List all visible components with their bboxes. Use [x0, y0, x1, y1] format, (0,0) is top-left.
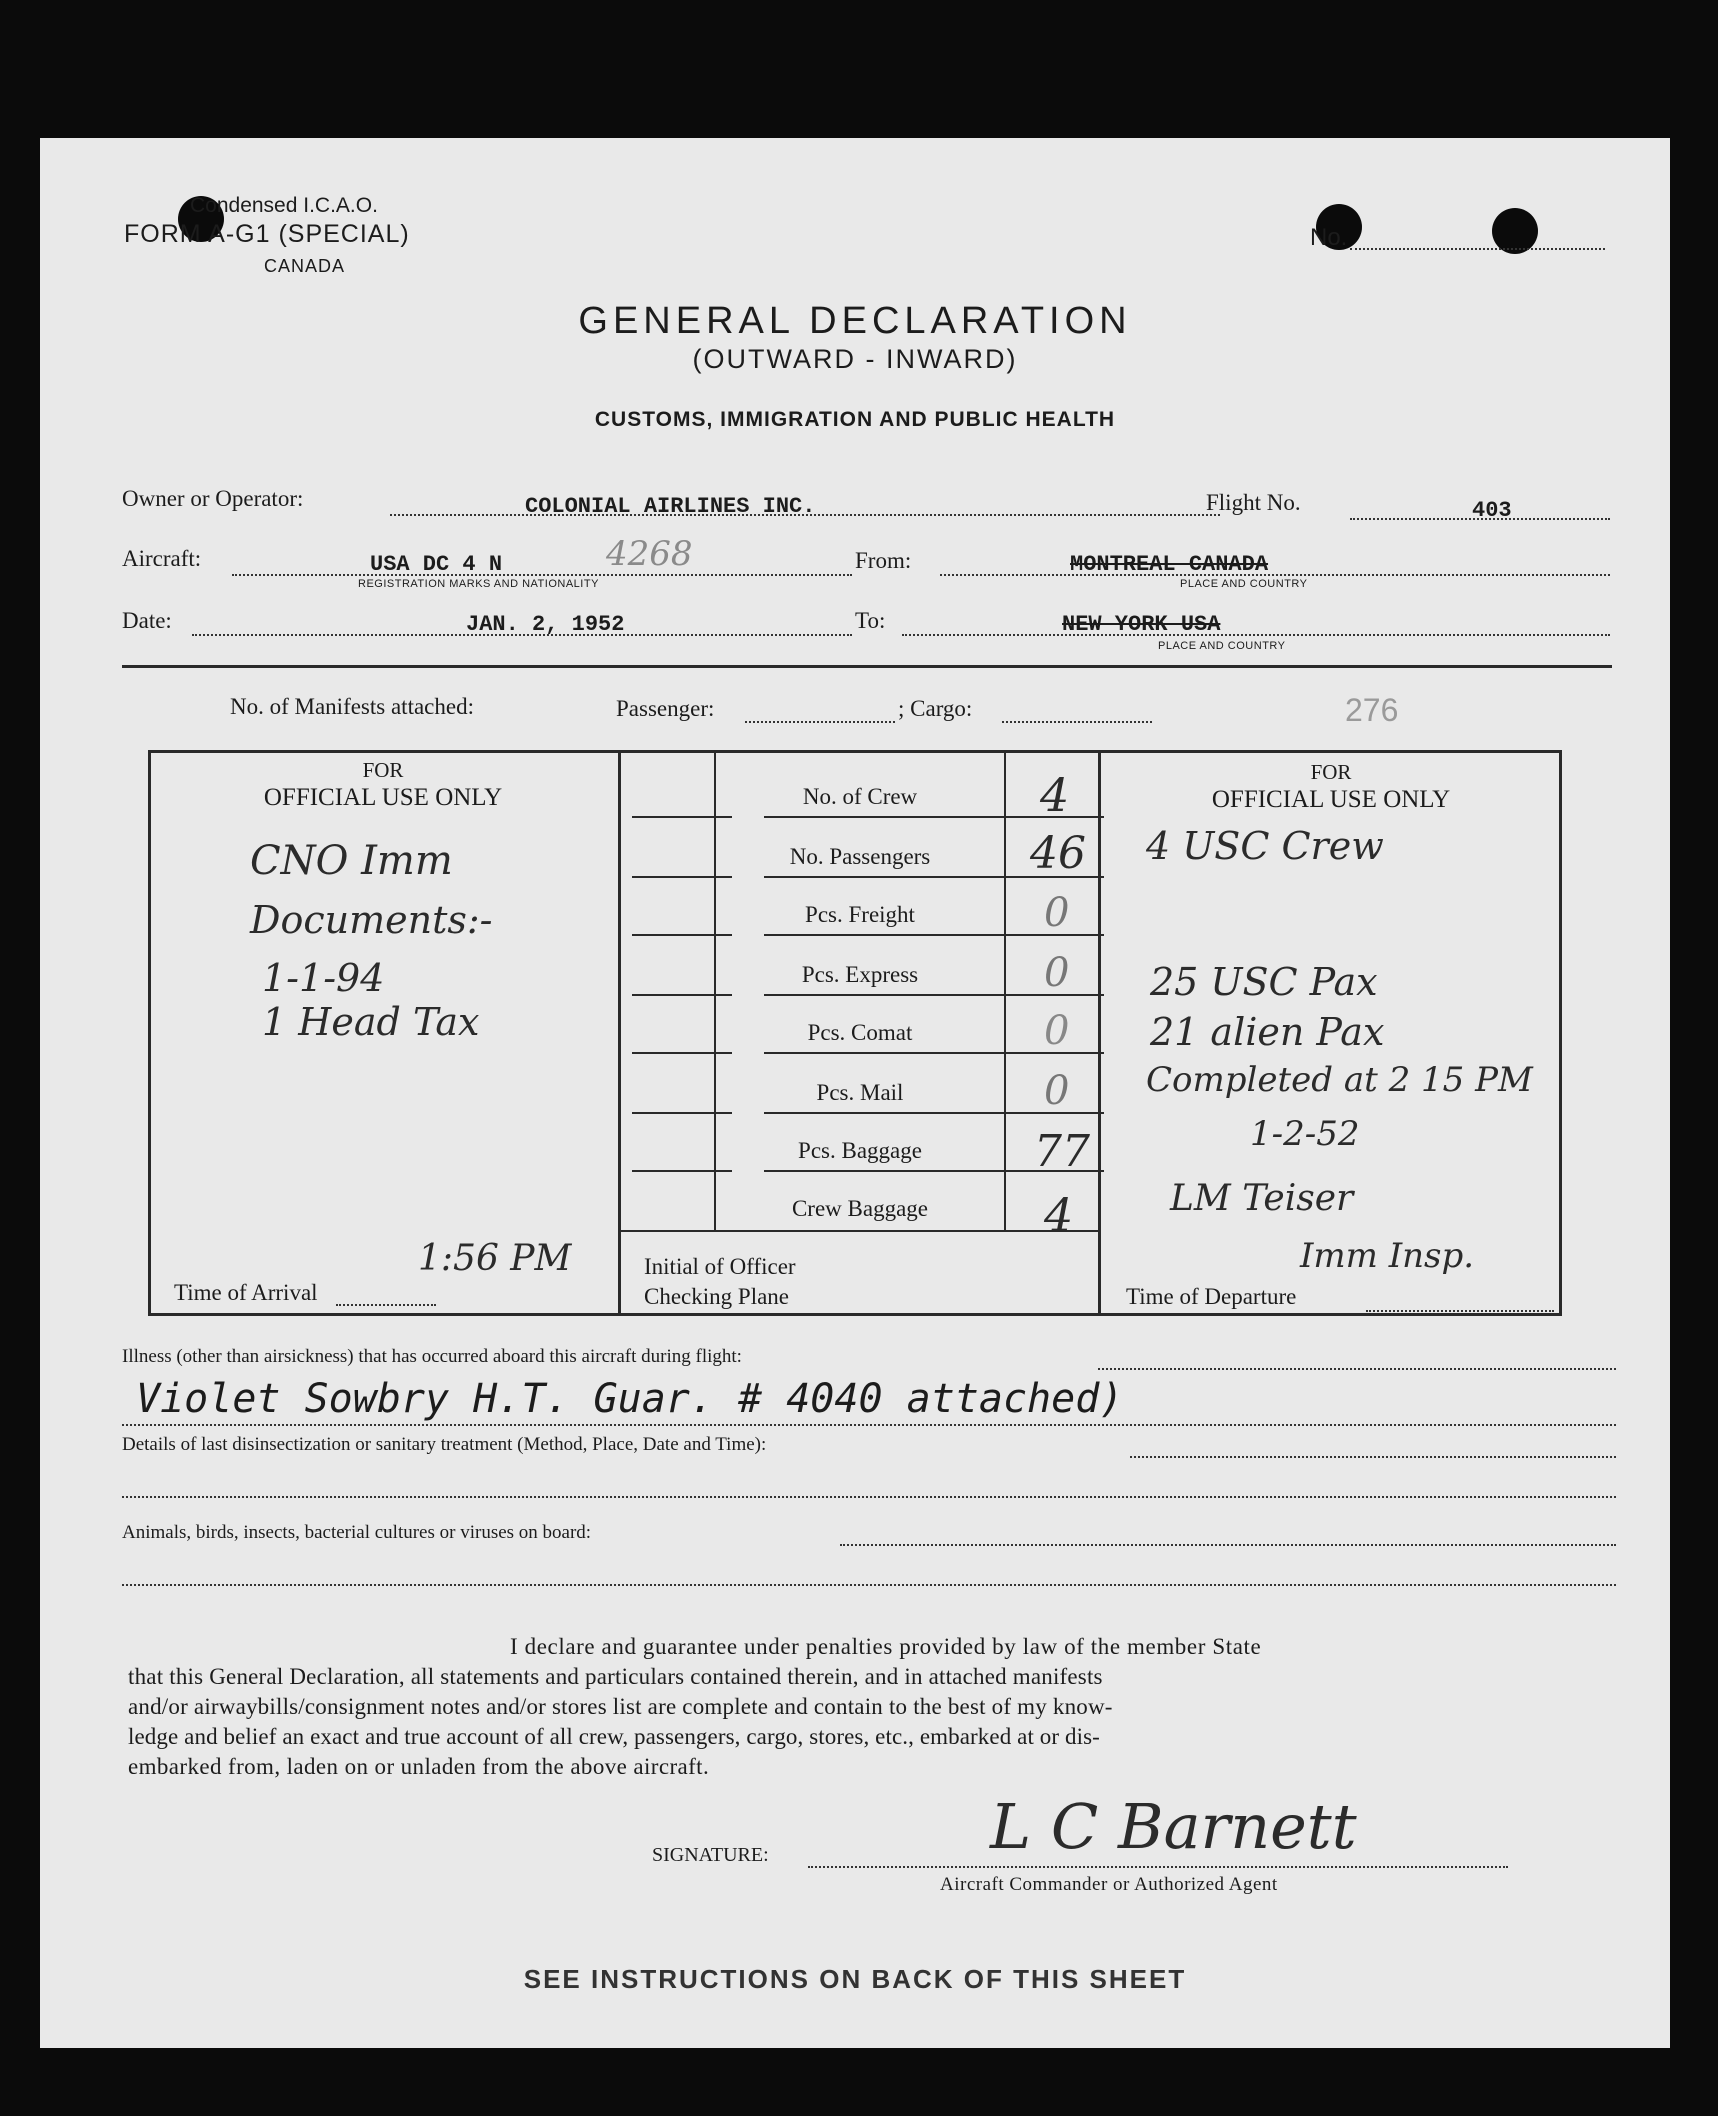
declaration-line-4: ledge and belief an exact and true account of all crew, passengers, cargo, stores, etc., embarked at or dis-: [128, 1724, 1100, 1749]
page-subtitle: (OUTWARD - INWARD): [692, 344, 1018, 374]
owner-label: Owner or Operator:: [122, 486, 304, 511]
value-passengers: 46: [1030, 828, 1086, 879]
right-note-5: 1-2-52: [1250, 1114, 1360, 1154]
right-note-3: 21 alien Pax: [1150, 1010, 1385, 1054]
row-label-mail: Pcs. Mail: [816, 1080, 904, 1105]
officer-rule: [618, 1230, 1100, 1232]
form-number-label: FORM A-G1 (SPECIAL): [124, 220, 410, 248]
date-value: JAN. 2, 1952: [466, 612, 625, 637]
officer-label-1: Initial of Officer: [644, 1254, 796, 1279]
departure-label: Time of Departure: [1126, 1284, 1297, 1309]
aircraft-label: Aircraft:: [122, 546, 202, 571]
footer-instructions: SEE INSTRUCTIONS ON BACK OF THIS SHEET: [523, 1964, 1187, 1994]
row-sep: [632, 934, 732, 936]
arrival-label: Time of Arrival: [174, 1280, 318, 1305]
from-caption: PLACE AND COUNTRY: [1180, 578, 1308, 590]
flight-value: 403: [1472, 498, 1512, 523]
table-divider-3: [1004, 750, 1006, 1230]
disinsect-line-1: [1130, 1456, 1616, 1458]
form-country: CANADA: [264, 256, 346, 276]
row-sep: [632, 994, 732, 996]
value-crew: 4: [1040, 768, 1070, 822]
row-sep: [632, 1170, 732, 1172]
animals-line-1: [840, 1544, 1616, 1546]
row-label-express: Pcs. Express: [801, 962, 919, 987]
cargo-line: [1002, 721, 1152, 723]
serial-number-label: No.: [1310, 224, 1348, 251]
value-express: 0: [1044, 950, 1070, 996]
illness-line-2: [122, 1424, 1616, 1426]
row-label-baggage: Pcs. Baggage: [798, 1138, 922, 1163]
aircraft-value: USA DC 4 N: [370, 552, 503, 577]
left-note-2: Documents:-: [250, 898, 493, 942]
declaration-line-2: that this General Declaration, all statements and particulars contained therein, and in attached manifests: [128, 1664, 1103, 1689]
left-note-1: CNO Imm: [250, 838, 453, 884]
left-official-heading-1: FOR: [362, 758, 404, 782]
passenger-label: Passenger:: [616, 696, 715, 721]
serial-number-line: [1350, 248, 1605, 250]
illness-line-1: [1098, 1368, 1616, 1370]
right-note-2: 25 USC Pax: [1150, 960, 1378, 1004]
to-caption: PLACE AND COUNTRY: [1158, 640, 1286, 652]
passenger-line: [745, 721, 895, 723]
row-sep: [632, 876, 732, 878]
disinsect-line-2: [122, 1496, 1616, 1498]
value-crew-baggage: 4: [1044, 1188, 1074, 1242]
departure-line: [1366, 1310, 1554, 1312]
row-sep: [632, 1112, 732, 1114]
cargo-label: ; Cargo:: [898, 696, 973, 721]
row-label-crew-baggage: Crew Baggage: [791, 1196, 929, 1221]
left-note-3: 1-1-94: [262, 956, 385, 1000]
illness-label: Illness (other than airsickness) that has occurred aboard this aircraft during flight:: [122, 1346, 742, 1367]
value-mail: 0: [1044, 1068, 1070, 1114]
signature-caption: Aircraft Commander or Authorized Agent: [940, 1874, 1278, 1895]
arrival-value: 1:56 PM: [418, 1238, 572, 1279]
from-value: MONTREAL CANADA: [1070, 552, 1269, 577]
date-label: Date:: [122, 608, 172, 633]
animals-label: Animals, birds, insects, bacterial cultures or viruses on board:: [122, 1522, 592, 1543]
animals-line-2: [122, 1584, 1616, 1586]
declaration-form: [40, 138, 1670, 2048]
aircraft-caption: REGISTRATION MARKS AND NATIONALITY: [358, 578, 599, 590]
value-comat: 0: [1044, 1008, 1070, 1054]
right-note-6: LM Teiser: [1170, 1178, 1354, 1219]
declaration-line-5: embarked from, laden on or unladen from the above aircraft.: [128, 1754, 710, 1779]
declaration-line-3: and/or airwaybills/consignment notes and/or stores list are complete and contain to the best of my know-: [128, 1694, 1113, 1719]
disinsect-label: Details of last disinsectization or sanitary treatment (Method, Place, Date and Time):: [122, 1434, 767, 1455]
row-label-freight: Pcs. Freight: [805, 902, 915, 927]
from-line: [940, 574, 1610, 576]
to-line: [902, 634, 1610, 636]
header-rule: [122, 665, 1612, 668]
row-label-passengers: No. Passengers: [789, 844, 931, 869]
officer-label-2: Checking Plane: [644, 1284, 789, 1309]
flight-label: Flight No.: [1206, 490, 1301, 515]
manifests-label: No. of Manifests attached:: [230, 694, 474, 719]
signature-label: SIGNATURE:: [652, 1844, 769, 1866]
illness-value: Violet Sowbry H.T. Guar. # 4040 attached): [136, 1376, 1124, 1422]
left-official-heading-2: OFFICIAL USE ONLY: [263, 784, 503, 811]
row-sep: [632, 1052, 732, 1054]
left-note-4: 1 Head Tax: [262, 1000, 480, 1044]
aircraft-line: [232, 574, 852, 576]
manifest-stamp: 276: [1345, 692, 1399, 728]
right-official-heading-1: FOR: [1310, 760, 1352, 784]
right-note-7: Imm Insp.: [1300, 1236, 1475, 1276]
owner-value: COLONIAL AIRLINES INC.: [525, 494, 816, 519]
value-freight: 0: [1044, 890, 1070, 936]
to-label: To:: [855, 608, 886, 633]
right-note-1: 4 USC Crew: [1146, 824, 1384, 868]
row-sep: [632, 816, 732, 818]
form-condensed-label: Condensed I.C.A.O.: [190, 194, 378, 217]
to-value: NEW YORK USA: [1062, 612, 1221, 637]
signature-value: L C Barnett: [990, 1790, 1357, 1863]
right-official-heading-2: OFFICIAL USE ONLY: [1211, 786, 1451, 813]
row-label-comat: Pcs. Comat: [807, 1020, 913, 1045]
aircraft-handwritten: 4268: [606, 534, 693, 574]
page-subject: CUSTOMS, IMMIGRATION AND PUBLIC HEALTH: [594, 408, 1116, 431]
from-label: From:: [855, 548, 912, 573]
arrival-line: [336, 1304, 436, 1306]
page-title: GENERAL DECLARATION: [578, 300, 1132, 342]
row-label-crew: No. of Crew: [802, 784, 918, 809]
declaration-line-1: I declare and guarantee under penalties provided by law of the member State: [510, 1634, 1262, 1659]
right-note-4: Completed at 2 15 PM: [1146, 1060, 1533, 1100]
value-baggage: 77: [1034, 1126, 1090, 1177]
signature-line: [808, 1866, 1508, 1868]
